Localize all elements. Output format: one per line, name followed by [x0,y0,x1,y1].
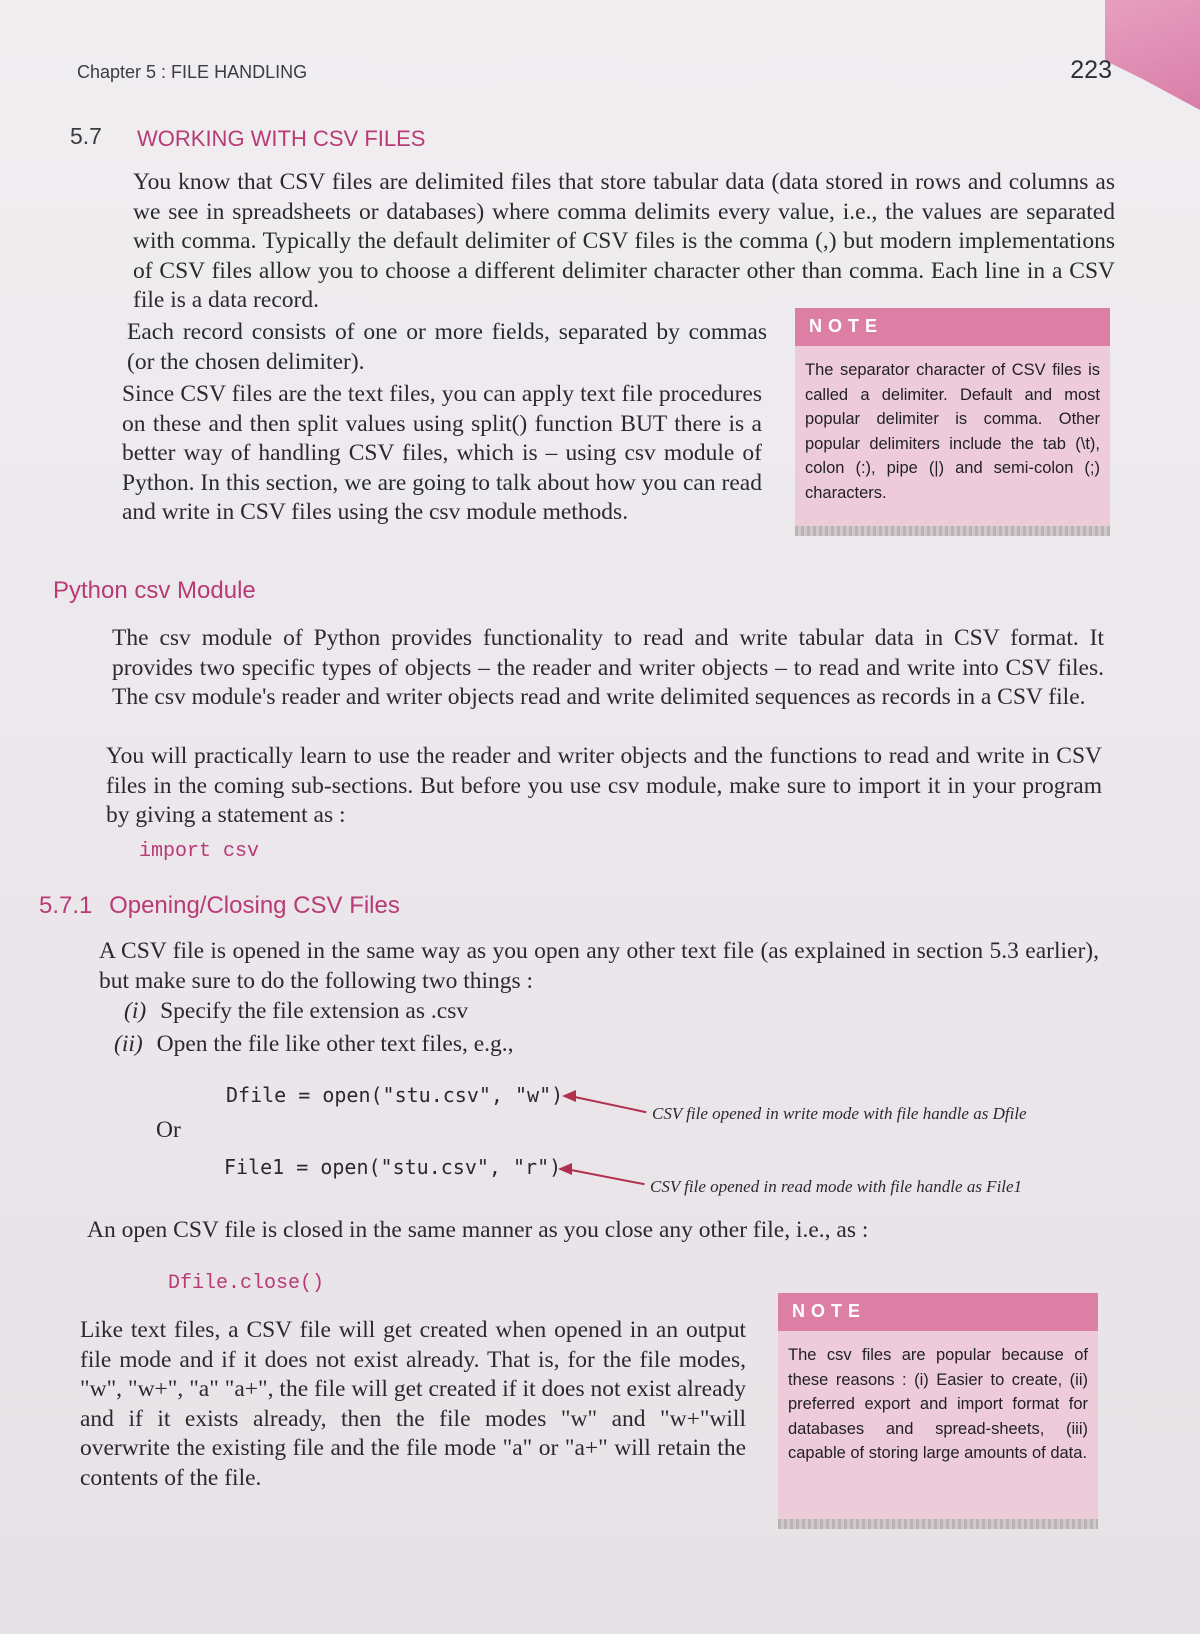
code-open-write: Dfile = open("stu.csv", "w") [226,1083,564,1107]
code-open-read: File1 = open("stu.csv", "r") [224,1155,562,1179]
caption-read-mode: CSV file opened in read mode with file handle as File1 [650,1177,1023,1196]
import-code: import csv [139,840,260,863]
python-csv-para1: The csv module of Python provides functionality to read and write tabular data in CSV format. It provides two specific types of objects – the reader and writer objects – to read and write into CSV files. The csv module's reader and writer objects read and write delimited sequences as records in a CSV file. [112,625,1104,710]
close-para: An open CSV file is closed in the same manner as you close any other file, i.e., as : [87,1217,869,1243]
close-code: Dfile.close() [168,1272,325,1295]
note-footer-stripe [795,526,1110,536]
list-text: Open the file like other text files, e.g., [156,1031,514,1057]
note-box-delimiter [795,308,1110,536]
arrow-line [570,1095,647,1113]
note-box-popular [778,1293,1098,1529]
subsection-title-text: Opening/Closing CSV Files [109,892,400,919]
list-marker: (ii) [114,1031,143,1057]
note-footer-stripe [778,1519,1098,1529]
page-corner-tab [1105,0,1200,110]
note-body: The separator character of CSV files is called a delimiter. Default and most popular delimiter is comma. Other popular delimiters include the tab (\t), colon (:), pipe (|) and semi-colon (;) characters. [805,361,1100,502]
caption-write-mode: CSV file opened in write mode with file handle as Dfile [652,1104,1027,1123]
section-intro: You know that CSV files are delimited files that store tabular data (data stored in rows and columns as we see in spreadsheets or databases) where comma delimits every value, i.e., the values are separated with comma. Typically the default delimiter of CSV files is the comma (,) but modern implementations of CSV files allow you to choose a different delimiter character other than comma. Each line in a CSV file is a data record. [133,169,1115,313]
subsection-para1: A CSV file is opened in the same way as you open any other text file (as explained in section 5.3 earlier), but make sure to do the following two things : [99,938,1099,994]
section-intro-cont: Each record consists of one or more fields, separated by commas (or the chosen delimiter). [127,319,767,375]
python-csv-para2: You will practically learn to use the reader and writer objects and the functions to read and write in CSV files in the coming sub-sections. But before you use csv module, make sure to import it in your program by giving a statement as : [106,743,1102,828]
note-body: The csv files are popular because of these reasons : (i) Easier to create, (ii) preferred export and import format for databases and spread-sheets, (iii) capable of storing large amounts of data. [788,1346,1088,1462]
section-number: 5.7 [70,123,102,149]
note-heading: NOTE [778,1293,1098,1331]
python-csv-title: Python csv Module [53,577,256,604]
subsection-number: 5.7.1 [39,892,93,919]
section-para2: Since CSV files are the text files, you can apply text file procedures on these and then split values using split() function BUT there is a better way of handling CSV files, which is – using csv module of Python. In this section, we are going to talk about how you can read and write in CSV files using the csv module methods. [122,381,762,525]
list-marker: (i) [124,998,147,1024]
chapter-header: Chapter 5 : FILE HANDLING [77,62,308,82]
file-mode-para: Like text files, a CSV file will get created when opened in an output file mode and if it does not exist already. That is, for the file modes, "w", "w+", "a" "a+", the file will get created if it does not exist already and if it exists already, then the file modes "w" and "w+"will overwrite the existing file and the file mode "a" or "a+" will retain the contents of the file. [80,1317,746,1491]
arrow-line [566,1168,645,1185]
subsection-title [39,892,400,920]
or-label: Or [156,1117,181,1143]
list-text: Specify the file extension as .csv [160,998,469,1024]
page-number: 223 [1070,56,1112,84]
note-heading: NOTE [795,308,1110,346]
section-title: WORKING WITH CSV FILES [137,126,426,151]
list-item [114,1031,514,1058]
list-item [124,998,468,1025]
